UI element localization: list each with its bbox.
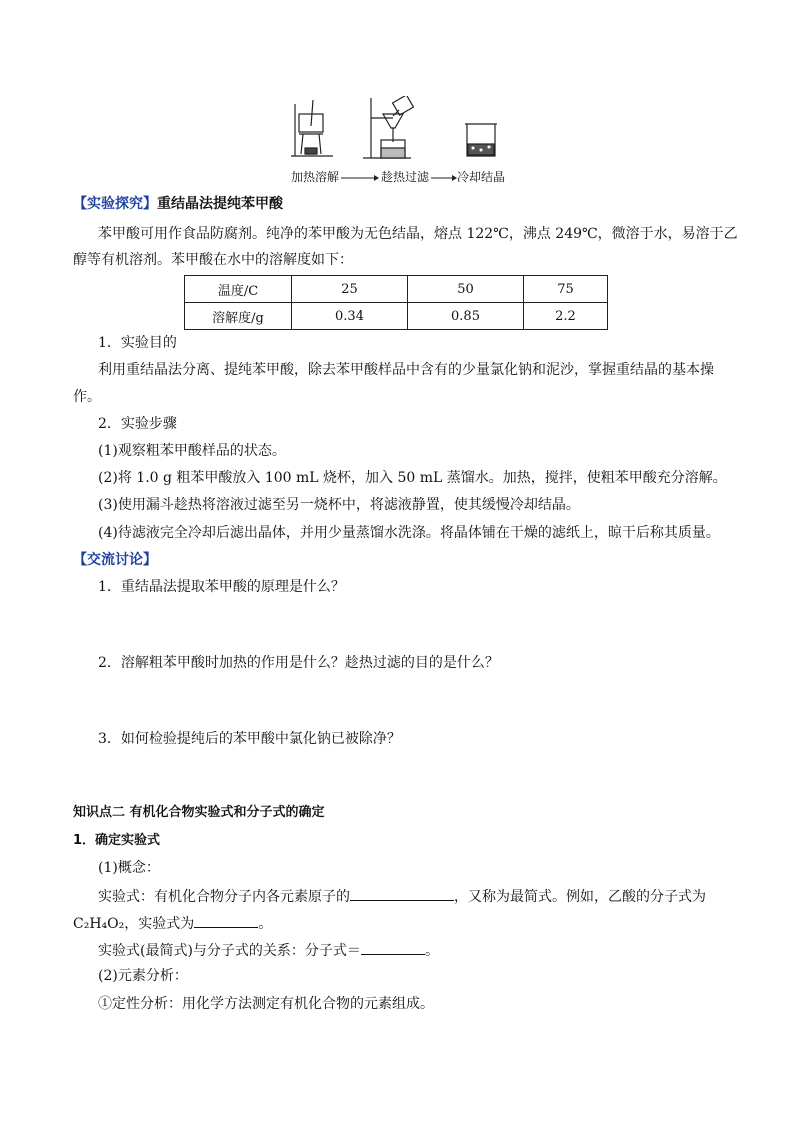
definition-text-a: 实验式：有机化合物分子内各元素原子的 [98, 889, 350, 905]
relationship-text-b: 。 [424, 943, 439, 959]
acetic-acid-example [73, 913, 272, 933]
discussion-question-2: 2．溶解粗苯甲酸时加热的作用是什么？趁热过滤的目的是什么？ [98, 655, 499, 671]
figure-caption-step1: 加热溶解 [291, 170, 340, 184]
table-cell: 25 [292, 276, 408, 303]
purpose-line1: 利用重结晶法分离、提纯苯甲酸，除去苯甲酸样品中含有的少量氯化钠和泥沙，掌握重结晶的基本操 [98, 362, 714, 378]
answer-blank-ratio[interactable] [350, 886, 454, 901]
apparatus-figure [285, 96, 515, 186]
acetic-acid-formula: C₂H₄O₂ [73, 916, 125, 932]
crystallization-beaker-icon [465, 124, 497, 156]
steps-heading: 2．实验步骤 [98, 416, 177, 432]
experimental-formula-definition [98, 886, 706, 906]
step-3: (3)使用漏斗趁热将溶液过滤至另一烧杯中，将滤液静置，使其缓慢冷却结晶。 [98, 497, 580, 513]
apparatus-illustration [285, 96, 515, 164]
concept-label: (1)概念： [98, 860, 160, 876]
answer-blank-empirical[interactable] [194, 913, 258, 928]
discussion-tag: 【交流讨论】 [73, 552, 157, 568]
explore-tag: 【实验探究】 [73, 196, 157, 212]
explore-title: 重结晶法提纯苯甲酸 [157, 196, 283, 212]
table-cell: 0.85 [408, 303, 524, 330]
example-text-d: 。 [258, 916, 273, 932]
purpose-line2: 作。 [73, 389, 101, 405]
explore-heading [73, 195, 283, 213]
formula-relationship [98, 940, 439, 960]
qualitative-analysis: ①定性分析：用化学方法测定有机化合物的元素组成。 [98, 996, 434, 1012]
filtration-apparatus-icon [363, 96, 413, 158]
step-4: (4)待滤液完全冷却后滤出晶体，并用少量蒸馏水洗涤。将晶体铺在干燥的滤纸上，晾干后称其质量。 [98, 525, 720, 541]
table-cell: 温度/C [185, 276, 292, 303]
table-row [185, 276, 608, 303]
table-cell: 50 [408, 276, 524, 303]
arrow-right-icon [341, 174, 379, 182]
discussion-question-3: 3．如何检验提纯后的苯甲酸中氯化钠已被除净？ [98, 731, 401, 747]
table-cell: 0.34 [292, 303, 408, 330]
relationship-text-a: 实验式(最简式)与分子式的关系：分子式＝ [98, 943, 361, 959]
discussion-question-1: 1．重结晶法提取苯甲酸的原理是什么？ [98, 579, 345, 595]
heating-apparatus-icon [291, 100, 333, 156]
knowledge2-subheading: 1．确定实验式 [73, 833, 161, 848]
knowledge2-title: 知识点二 有机化合物实验式和分子式的确定 [73, 805, 325, 820]
table-cell: 溶解度/g [185, 303, 292, 330]
figure-caption-step2: 趁热过滤 [381, 170, 430, 184]
solubility-table [184, 275, 608, 330]
explore-intro-line2: 醇等有机溶剂。苯甲酸在水中的溶解度如下： [73, 252, 353, 268]
explore-intro-line1: 苯甲酸可用作食品防腐剂。纯净的苯甲酸为无色结晶，熔点 122℃，沸点 249℃，微溶于水，易溶于乙 [98, 226, 738, 242]
figure-caption-step3: 冷却结晶 [457, 170, 506, 184]
answer-blank-relationship[interactable] [361, 940, 425, 955]
table-row [185, 303, 608, 330]
purpose-heading: 1．实验目的 [98, 335, 177, 351]
element-analysis-label: (2)元素分析： [98, 968, 188, 984]
step-1: (1)观察粗苯甲酸样品的状态。 [98, 443, 286, 459]
example-text-c: ，实验式为 [124, 916, 195, 932]
arrow-right-icon [431, 174, 457, 182]
table-cell: 75 [524, 276, 608, 303]
table-cell: 2.2 [524, 303, 608, 330]
definition-text-b: ，又称为最简式。例如，乙酸的分子式为 [454, 889, 706, 905]
step-2: (2)将 1.0 g 粗苯甲酸放入 100 mL 烧杯，加入 50 mL 蒸馏水。加热，搅拌，使粗苯甲酸充分溶解。 [98, 470, 727, 486]
